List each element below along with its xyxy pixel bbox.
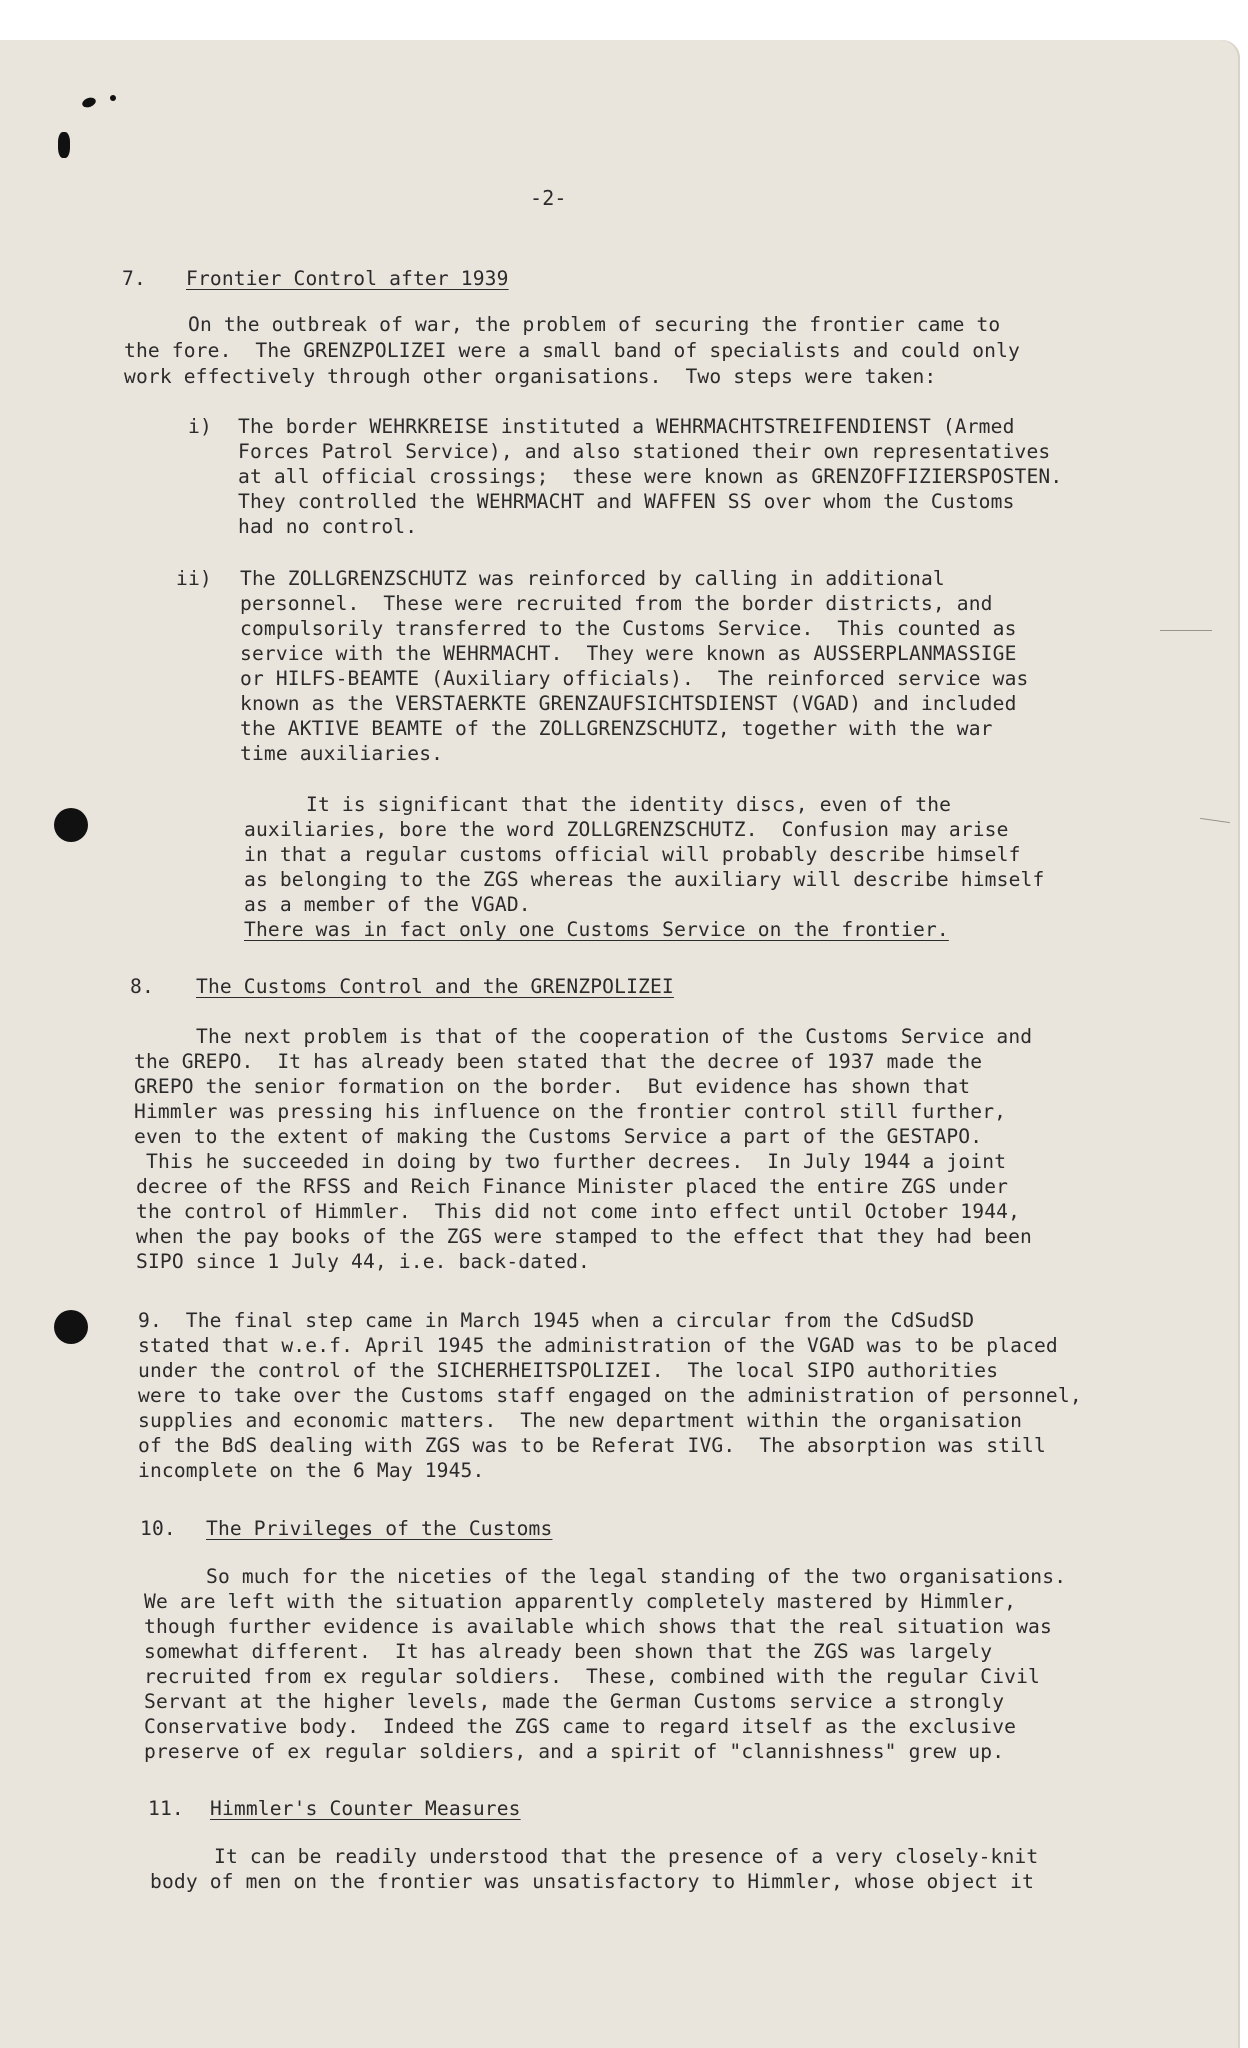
staple-mark-left — [58, 132, 70, 158]
emphasis-line: There was in fact only one Customs Service on the frontier. — [244, 918, 949, 941]
text-line: work effectively through other organisations. Two steps were taken: — [124, 365, 937, 388]
text-line: compulsorily transferred to the Customs Service. This counted as — [240, 617, 1017, 640]
section-number: 10. — [140, 1517, 176, 1540]
text-line: The ZOLLGRENZSCHUTZ was reinforced by calling in additional — [240, 567, 945, 590]
text-line: the control of Himmler. This did not come into effect until October 1944, — [136, 1200, 1021, 1223]
text-line: under the control of the SICHERHEITSPOLIZEI. The local SIPO authorities — [138, 1359, 999, 1382]
section-number: 8. — [130, 975, 154, 998]
text-line: or HILFS-BEAMTE (Auxiliary officials). The reinforced service was — [240, 667, 1029, 690]
section-number: 11. — [148, 1797, 184, 1820]
section-heading: Frontier Control after 1939 — [186, 267, 509, 290]
text-line: supplies and economic matters. The new department within the organisation — [138, 1409, 1023, 1432]
section-heading: The Customs Control and the GRENZPOLIZEI — [196, 975, 674, 998]
margin-pencil-mark — [1200, 818, 1230, 823]
text-line: personnel. These were recruited from the border districts, and — [240, 592, 993, 615]
text-line: known as the VERSTAERKTE GRENZAUFSICHTSDIENST (VGAD) and included — [240, 692, 1017, 715]
text-line: were to take over the Customs staff engaged on the administration of personnel, — [138, 1384, 1082, 1407]
text-line: The next problem is that of the cooperation of the Customs Service and — [196, 1025, 1033, 1048]
text-line: auxiliaries, bore the word ZOLLGRENZSCHUTZ. Confusion may arise — [244, 818, 1009, 841]
text-line: GREPO the senior formation on the border. But evidence has shown that — [134, 1075, 971, 1098]
text-line: body of men on the frontier was unsatisfactory to Himmler, whose object it — [150, 1870, 1035, 1893]
text-line: the fore. The GRENZPOLIZEI were a small band of specialists and could only — [124, 339, 1020, 362]
text-line: They controlled the WEHRMACHT and WAFFEN SS over whom the Customs — [238, 490, 1015, 513]
list-marker: ii) — [176, 567, 212, 590]
text-line: as belonging to the ZGS whereas the auxiliary will describe himself — [244, 868, 1045, 891]
text-line: service with the WEHRMACHT. They were known as AUSSERPLANMASSIGE — [240, 642, 1017, 665]
text-line: SIPO since 1 July 44, i.e. back-dated. — [136, 1250, 590, 1273]
text-line: time auxiliaries. — [240, 742, 444, 765]
text-line: had no control. — [238, 515, 418, 538]
page-number: -2- — [530, 186, 567, 210]
staple-mark-small — [110, 95, 116, 101]
text-line: So much for the niceties of the legal standing of the two organisations. — [206, 1565, 1067, 1588]
text-line: On the outbreak of war, the problem of securing the frontier came to — [188, 313, 1001, 336]
text-line: the AKTIVE BEAMTE of the ZOLLGRENZSCHUTZ, together with the war — [240, 717, 993, 740]
text-line: though further evidence is available which shows that the real situation was — [144, 1615, 1052, 1638]
text-line: It can be readily understood that the presence of a very closely-knit — [214, 1845, 1039, 1868]
text-line: at all official crossings; these were known as GRENZOFFIZIERSPOSTEN. — [238, 465, 1063, 488]
text-line: stated that w.e.f. April 1945 the administration of the VGAD was to be placed — [138, 1334, 1058, 1357]
text-line: Conservative body. Indeed the ZGS came to regard itself as the exclusive — [144, 1715, 1017, 1738]
text-line: the GREPO. It has already been stated that the decree of 1937 made the — [134, 1050, 983, 1073]
punch-hole-lower — [54, 1310, 88, 1344]
margin-pencil-mark — [1160, 630, 1212, 631]
text-line: preserve of ex regular soldiers, and a spirit of "clannishness" grew up. — [144, 1740, 1005, 1763]
document-page — [0, 40, 1240, 2048]
text-line: It is significant that the identity discs, even of the — [306, 793, 952, 816]
text-line: The border WEHRKREISE instituted a WEHRMACHTSTREIFENDIENST (Armed — [238, 415, 1015, 438]
section-number: 7. — [122, 267, 146, 290]
text-line: of the BdS dealing with ZGS was to be Referat IVG. The absorption was still — [138, 1434, 1046, 1457]
text-line: decree of the RFSS and Reich Finance Minister placed the entire ZGS under — [136, 1175, 1009, 1198]
text-line: as a member of the VGAD. — [244, 893, 531, 916]
section-heading: The Privileges of the Customs — [206, 1517, 553, 1540]
text-line: Forces Patrol Service), and also stationed their own representatives — [238, 440, 1051, 463]
text-line: This he succeeded in doing by two further decrees. In July 1944 a joint — [146, 1150, 1007, 1173]
punch-hole-upper — [54, 808, 88, 842]
text-line: Servant at the higher levels, made the German Customs service a strongly — [144, 1690, 1005, 1713]
list-marker: i) — [188, 415, 212, 438]
staple-mark-top — [81, 96, 97, 109]
text-line: when the pay books of the ZGS were stamped to the effect that they had been — [136, 1225, 1032, 1248]
text-line: incomplete on the 6 May 1945. — [138, 1459, 485, 1482]
text-line: We are left with the situation apparently completely mastered by Himmler, — [144, 1590, 1017, 1613]
text-line: Himmler was pressing his influence on the frontier control still further, — [134, 1100, 1007, 1123]
text-line: 9. The final step came in March 1945 when a circular from the CdSudSD — [138, 1309, 975, 1332]
text-line: recruited from ex regular soldiers. These, combined with the regular Civil — [144, 1665, 1040, 1688]
section-heading: Himmler's Counter Measures — [210, 1797, 521, 1820]
text-line: even to the extent of making the Customs Service a part of the GESTAPO. — [134, 1125, 983, 1148]
text-line: in that a regular customs official will probably describe himself — [244, 843, 1021, 866]
text-line: somewhat different. It has already been shown that the ZGS was largely — [144, 1640, 993, 1663]
